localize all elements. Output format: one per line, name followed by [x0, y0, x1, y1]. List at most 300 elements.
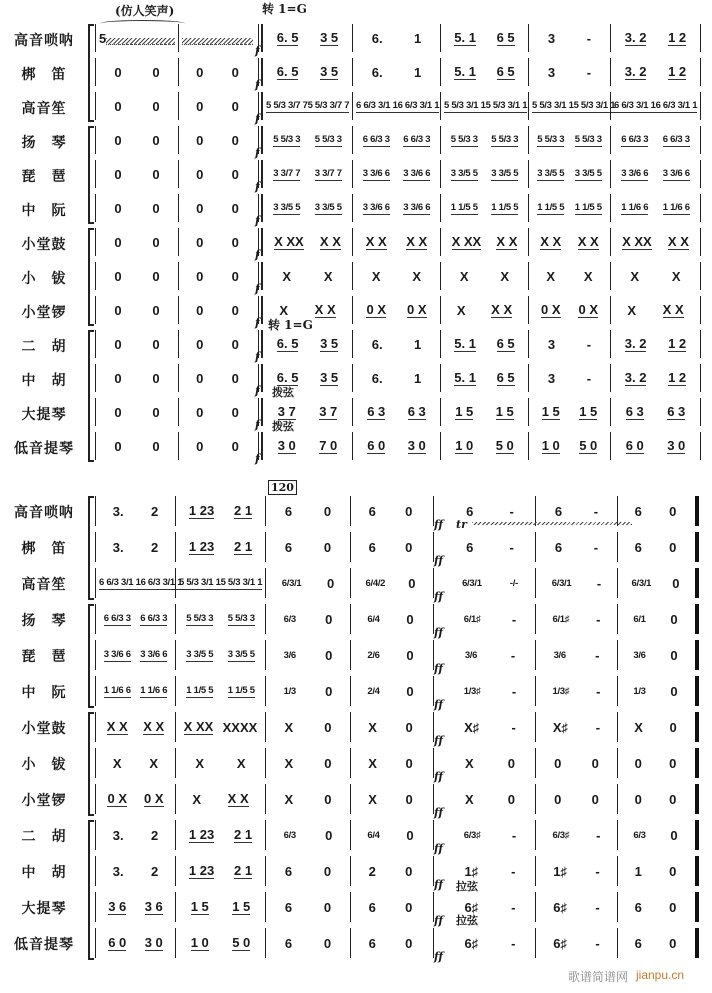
dynamic-mark: ff — [434, 806, 444, 819]
measure — [175, 892, 265, 922]
note: 6 5 — [496, 63, 515, 79]
instrument-name: 小堂鼓 — [21, 237, 67, 253]
measure — [433, 748, 535, 778]
final-barline — [695, 532, 699, 562]
watermark-cn: 歌谱简谱网 — [568, 970, 629, 984]
measure — [352, 296, 440, 324]
chord-notes: 6/3♯ — [463, 829, 481, 841]
chord-notes: 1 1/6 6 — [140, 684, 168, 696]
note-group — [667, 439, 685, 454]
chord-notes: 6 6/3 3 — [662, 133, 690, 145]
chord-notes: 3 3/5 5 — [314, 201, 342, 213]
measure — [178, 262, 256, 290]
note: - — [511, 611, 517, 627]
chord-notes: 1/3 — [283, 685, 296, 697]
dynamic-mark: f — [255, 282, 260, 295]
chord — [104, 613, 131, 626]
note-group — [152, 406, 159, 419]
note: 3 5 — [320, 63, 339, 79]
note: - — [595, 647, 600, 663]
measure — [610, 194, 700, 222]
note-group — [152, 134, 159, 147]
note: 6 — [634, 539, 642, 555]
note-group — [466, 541, 473, 554]
measure — [352, 126, 440, 154]
chord-notes: 5 5/3 3 — [574, 133, 602, 145]
chord-notes: 3 3/7 7 — [273, 167, 301, 179]
note: X XX — [183, 718, 214, 734]
chord-notes: 6/3♯ — [552, 829, 570, 841]
chord — [621, 134, 648, 147]
note: 6 — [634, 503, 642, 519]
chord-notes: 6 6/3 3 — [103, 612, 131, 624]
note-group — [596, 613, 600, 626]
chord-notes: 2/4 — [367, 685, 380, 697]
note-group — [454, 371, 476, 386]
note: 1 2 — [668, 29, 687, 45]
note-group — [196, 270, 203, 283]
note: X X — [540, 233, 562, 249]
note-group — [285, 865, 292, 878]
note: 6♯ — [464, 935, 479, 951]
note-group — [324, 757, 331, 770]
note: 1 2 — [668, 63, 687, 79]
measure — [535, 712, 617, 742]
measure — [95, 398, 178, 426]
measure — [175, 784, 265, 814]
chord-notes: 3 3/5 5 — [450, 167, 478, 179]
chord-notes: 6 6/3 3/1 1 — [655, 99, 698, 111]
measure — [528, 126, 610, 154]
chord-notes: 3 3/6 6 — [362, 167, 390, 179]
measure — [265, 532, 350, 562]
note-group — [452, 235, 482, 250]
note: 0 — [669, 863, 677, 879]
note-group — [232, 66, 239, 79]
chord-notes: 6/3 — [283, 613, 296, 625]
dynamic-mark: f — [255, 78, 260, 91]
note: 6. 5 — [276, 369, 299, 385]
chord-notes: 6/3/1 — [462, 577, 482, 589]
note-group — [108, 936, 126, 951]
note: 1 23 — [188, 862, 215, 878]
note: X — [459, 268, 469, 284]
note: 2 — [151, 827, 159, 843]
note-group — [500, 270, 509, 283]
chord-notes: 3 3/6 6 — [403, 201, 431, 213]
note: 0 — [152, 302, 160, 318]
note: X — [112, 755, 122, 771]
chord-notes: 1 1/5 5 — [491, 201, 519, 213]
measure — [352, 160, 440, 188]
measure — [440, 330, 528, 358]
note-group — [625, 371, 647, 386]
note: 3. — [112, 539, 124, 555]
note-group — [196, 100, 203, 113]
measure — [352, 228, 440, 256]
chord — [363, 202, 390, 215]
note: 0 — [634, 755, 642, 771]
measure — [610, 296, 700, 324]
note: 3 5 — [320, 335, 339, 351]
note-group — [108, 900, 126, 915]
note: 3 0 — [407, 437, 426, 453]
note-group — [464, 721, 479, 734]
chord-notes: 5 5/3 3/7 7 — [266, 99, 308, 111]
note-group — [511, 937, 515, 950]
note: 6. — [371, 370, 383, 386]
measure — [440, 228, 528, 256]
chord-notes: 5 5/3 3/1 1 — [485, 99, 528, 111]
note-group — [143, 720, 164, 735]
measure — [262, 92, 352, 120]
note: 3 7 — [277, 403, 296, 419]
dynamic-mark: f — [255, 112, 260, 125]
dynamic-mark: f — [255, 248, 260, 261]
instrument-name: 高音笙 — [21, 101, 67, 117]
measure — [617, 604, 693, 634]
dynamic-mark: ff — [434, 878, 444, 891]
note: 0 X — [107, 790, 127, 806]
chord — [537, 168, 564, 181]
measure — [433, 820, 535, 850]
chord — [273, 168, 300, 181]
note-group — [553, 721, 568, 734]
note: 0 — [324, 755, 332, 771]
dynamic-mark: f — [255, 418, 260, 431]
chord — [367, 686, 379, 697]
note-group — [285, 505, 292, 518]
note-group — [196, 440, 203, 453]
note: 3. 2 — [624, 335, 647, 351]
note-group — [510, 505, 514, 518]
note-group — [324, 937, 331, 950]
measure — [262, 432, 352, 460]
note-group — [152, 100, 159, 113]
note: 0 X — [578, 301, 598, 317]
chord — [186, 613, 213, 626]
note: 1 — [414, 370, 422, 386]
barline — [700, 194, 701, 222]
note: 0 — [231, 438, 239, 454]
note: 6♯ — [553, 899, 567, 915]
note: X X — [577, 233, 599, 249]
note: 0 — [196, 438, 204, 454]
chord — [403, 168, 430, 181]
measure — [178, 432, 256, 460]
note-group — [587, 32, 591, 45]
final-barline — [695, 640, 699, 670]
measure — [175, 856, 265, 886]
chord-notes: -/- — [509, 577, 518, 589]
chord-notes: 6/1 — [633, 613, 646, 625]
note: - — [595, 863, 600, 879]
note-group — [191, 900, 209, 915]
note-group — [592, 757, 599, 770]
group-bracket — [88, 496, 94, 600]
note-group — [324, 270, 333, 283]
instrument-name: 二 胡 — [21, 829, 67, 845]
note: 6 0 — [108, 934, 127, 950]
measure — [535, 568, 617, 598]
note: 0 — [152, 234, 160, 250]
chord-notes: 6/3/1 — [551, 577, 572, 589]
note-group — [553, 865, 567, 878]
note-group — [669, 721, 676, 734]
note-group — [635, 901, 642, 914]
measure — [617, 820, 693, 850]
chord-notes: 3 3/6 6 — [403, 167, 431, 179]
note: 6 — [284, 539, 293, 555]
note-group — [454, 65, 476, 80]
note: - — [593, 539, 599, 555]
measure — [95, 784, 175, 814]
note: 6 — [368, 503, 376, 519]
measure — [528, 262, 610, 290]
note-group — [114, 134, 121, 147]
note-group — [457, 304, 466, 317]
note-group — [114, 304, 121, 317]
measure — [178, 364, 256, 392]
note-group — [196, 338, 203, 351]
note-group — [152, 202, 159, 215]
note: - — [511, 935, 516, 951]
pizz-label: 拨弦 — [272, 420, 294, 433]
measure — [265, 496, 350, 526]
watermark-en: jianpu.cn — [636, 968, 685, 982]
chord — [451, 202, 478, 215]
measure — [95, 676, 175, 706]
note: 6 — [466, 503, 474, 519]
chord — [403, 202, 430, 215]
dynamic-mark: ff — [434, 950, 444, 963]
chord — [633, 830, 645, 841]
measure — [610, 330, 700, 358]
note: 2 1 — [234, 862, 253, 878]
note-group — [668, 235, 689, 250]
final-barline — [695, 928, 699, 958]
note-group — [465, 757, 474, 770]
note: 1 — [414, 64, 422, 80]
note-group — [594, 541, 598, 554]
note: 2 — [151, 503, 159, 519]
measure — [617, 928, 693, 958]
note-group — [596, 685, 600, 698]
note-group — [234, 864, 252, 879]
chord — [308, 100, 350, 113]
note-group — [114, 100, 121, 113]
measure — [95, 604, 175, 634]
instrument-name: 中 阮 — [21, 685, 67, 701]
note: 0 — [406, 683, 414, 699]
note: 1 5 — [190, 898, 209, 914]
measure — [352, 398, 440, 426]
note: 0 — [406, 611, 414, 627]
note: 1 — [414, 336, 422, 352]
note-group — [512, 613, 516, 626]
note-group — [324, 901, 331, 914]
measure — [178, 58, 256, 86]
instrument-name: 琵 琶 — [21, 649, 67, 665]
chord — [367, 614, 379, 625]
note: 6 — [554, 539, 563, 555]
note: 0 — [231, 370, 239, 386]
note-group — [635, 793, 642, 806]
measure — [440, 262, 528, 290]
measure — [433, 676, 535, 706]
dynamic-mark: f — [255, 180, 260, 193]
note-group — [414, 372, 421, 385]
note: - — [596, 683, 601, 699]
chord-notes: 3 3/5 5 — [186, 648, 214, 660]
note: X X — [314, 301, 336, 317]
note-group — [189, 828, 214, 843]
measure — [175, 640, 265, 670]
note-group — [622, 235, 652, 250]
note-group — [669, 541, 676, 554]
chord — [462, 578, 482, 589]
measure — [617, 532, 693, 562]
final-barline — [695, 568, 699, 598]
chord — [464, 686, 481, 697]
note: X — [279, 302, 288, 318]
note-group — [672, 270, 681, 283]
note: 0 — [323, 863, 332, 879]
chord-notes: 6/4/2 — [365, 577, 386, 589]
chord — [575, 202, 602, 215]
dynamic-mark: ff — [434, 590, 444, 603]
arco-label: 拉弦 — [456, 914, 478, 927]
measure — [350, 892, 430, 922]
note: 0 — [323, 539, 332, 555]
note-group — [114, 66, 121, 79]
note: 6. 5 — [276, 335, 299, 351]
measure — [535, 532, 617, 562]
note: X — [192, 791, 201, 807]
measure — [175, 496, 265, 526]
note-group — [196, 304, 203, 317]
chord — [366, 578, 386, 589]
note: 5 0 — [495, 437, 514, 453]
note: X — [583, 268, 593, 284]
measure — [262, 24, 352, 52]
measure — [175, 820, 265, 850]
note-group — [152, 168, 159, 181]
note-group — [369, 865, 376, 878]
note: 3 — [547, 336, 556, 352]
group-bracket — [88, 126, 94, 224]
note-group — [634, 721, 643, 734]
note: 6 — [284, 899, 293, 915]
note-group — [277, 337, 299, 352]
note-group — [405, 793, 412, 806]
note-group — [669, 865, 676, 878]
note: 0 — [196, 268, 204, 284]
note: 0 — [152, 64, 160, 80]
chord — [633, 614, 645, 625]
chord — [552, 830, 569, 841]
note: 5 0 — [579, 437, 598, 453]
chord — [284, 650, 296, 661]
note-group — [285, 901, 292, 914]
note: X — [371, 268, 381, 284]
chord-notes: 5 5/3 3 — [273, 133, 301, 145]
note: - — [510, 647, 516, 663]
note-group — [152, 338, 159, 351]
note: 0 — [152, 438, 160, 454]
chord — [451, 134, 478, 147]
chord — [633, 686, 645, 697]
measure — [617, 856, 693, 886]
chord-notes: 3/6 — [633, 649, 646, 661]
chord — [554, 650, 566, 661]
note-group — [464, 865, 478, 878]
key-change-label: 转 1=G — [268, 318, 313, 332]
note-group — [455, 439, 473, 454]
chord-notes: 3/6 — [283, 649, 296, 661]
chord — [633, 650, 645, 661]
note-group — [460, 270, 469, 283]
measure — [535, 856, 617, 886]
chord-notes: 5 5/3 3/1 1 — [179, 576, 221, 588]
chord-notes: 6/3/1 — [281, 577, 302, 589]
laugh-annotation: (仿人笑声) — [115, 4, 175, 18]
final-barline — [695, 784, 699, 814]
note: 0 X — [406, 301, 427, 317]
measure — [350, 676, 430, 706]
chord-notes: 6/3 — [633, 829, 646, 841]
note: 6 0 — [367, 437, 386, 453]
note: 0 — [325, 647, 333, 663]
measure — [440, 24, 528, 52]
note: 0 — [326, 575, 335, 591]
note: 0 — [114, 438, 122, 454]
barline — [700, 92, 701, 120]
note: X — [627, 302, 636, 318]
measure — [95, 928, 175, 958]
instrument-name: 高音唢呐 — [14, 33, 74, 49]
note: 0 — [634, 791, 642, 807]
final-barline — [695, 748, 699, 778]
note-group — [152, 270, 159, 283]
note-group — [232, 202, 239, 215]
note-group — [670, 613, 677, 626]
note: 0 — [325, 827, 333, 843]
note-group — [113, 865, 124, 878]
note: - — [596, 611, 601, 627]
note: - — [511, 899, 516, 915]
note: 0 — [231, 64, 239, 80]
note-group — [555, 505, 562, 518]
note-group — [277, 371, 299, 386]
chord — [575, 168, 602, 181]
note-group — [627, 304, 636, 317]
note: X X — [106, 718, 128, 734]
note: 0 — [114, 370, 122, 386]
measure — [178, 398, 256, 426]
note-group — [512, 721, 516, 734]
note-group — [196, 236, 203, 249]
note-group — [464, 937, 478, 950]
note-group — [113, 757, 122, 770]
note-group — [414, 32, 421, 45]
chord-notes: 6 6/3 3 — [140, 612, 168, 624]
instrument-name: 中 阮 — [21, 203, 67, 219]
note-group — [149, 757, 158, 770]
note-group — [285, 721, 294, 734]
note-group — [592, 793, 599, 806]
measure — [610, 262, 700, 290]
